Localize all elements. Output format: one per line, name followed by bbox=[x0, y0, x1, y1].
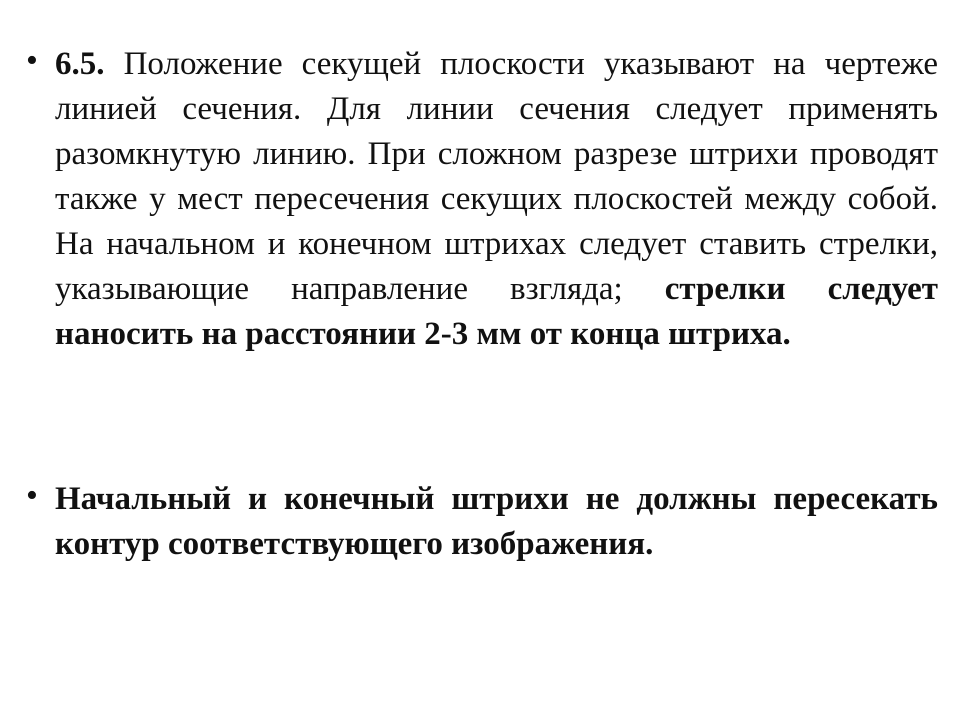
paragraph-bold-text: стрелки следует наносить на расстоянии 2-3 мм от конца штриха. bbox=[55, 271, 938, 352]
bullet-text-2: Начальный и конечный штрихи не должны пересекать контур соответствующего изображения. bbox=[55, 481, 938, 562]
bullet-text-1 bbox=[55, 42, 938, 357]
section-number: 6.5. bbox=[55, 46, 105, 82]
bullet-dot-icon: • bbox=[26, 42, 38, 79]
paragraph-regular-text: Положение секущей плоскости указывают на чертеже линией сечения. Для линии сечения следует применять разомкнутую линию. При сложном разрезе штрихи проводят также у мест пересечения секущих плоскостей между собой. На начальном и конечном штрихах следует ставить стрелки, указывающие направление взгляда; bbox=[55, 46, 938, 307]
bullet-dot-icon: • bbox=[26, 477, 38, 514]
